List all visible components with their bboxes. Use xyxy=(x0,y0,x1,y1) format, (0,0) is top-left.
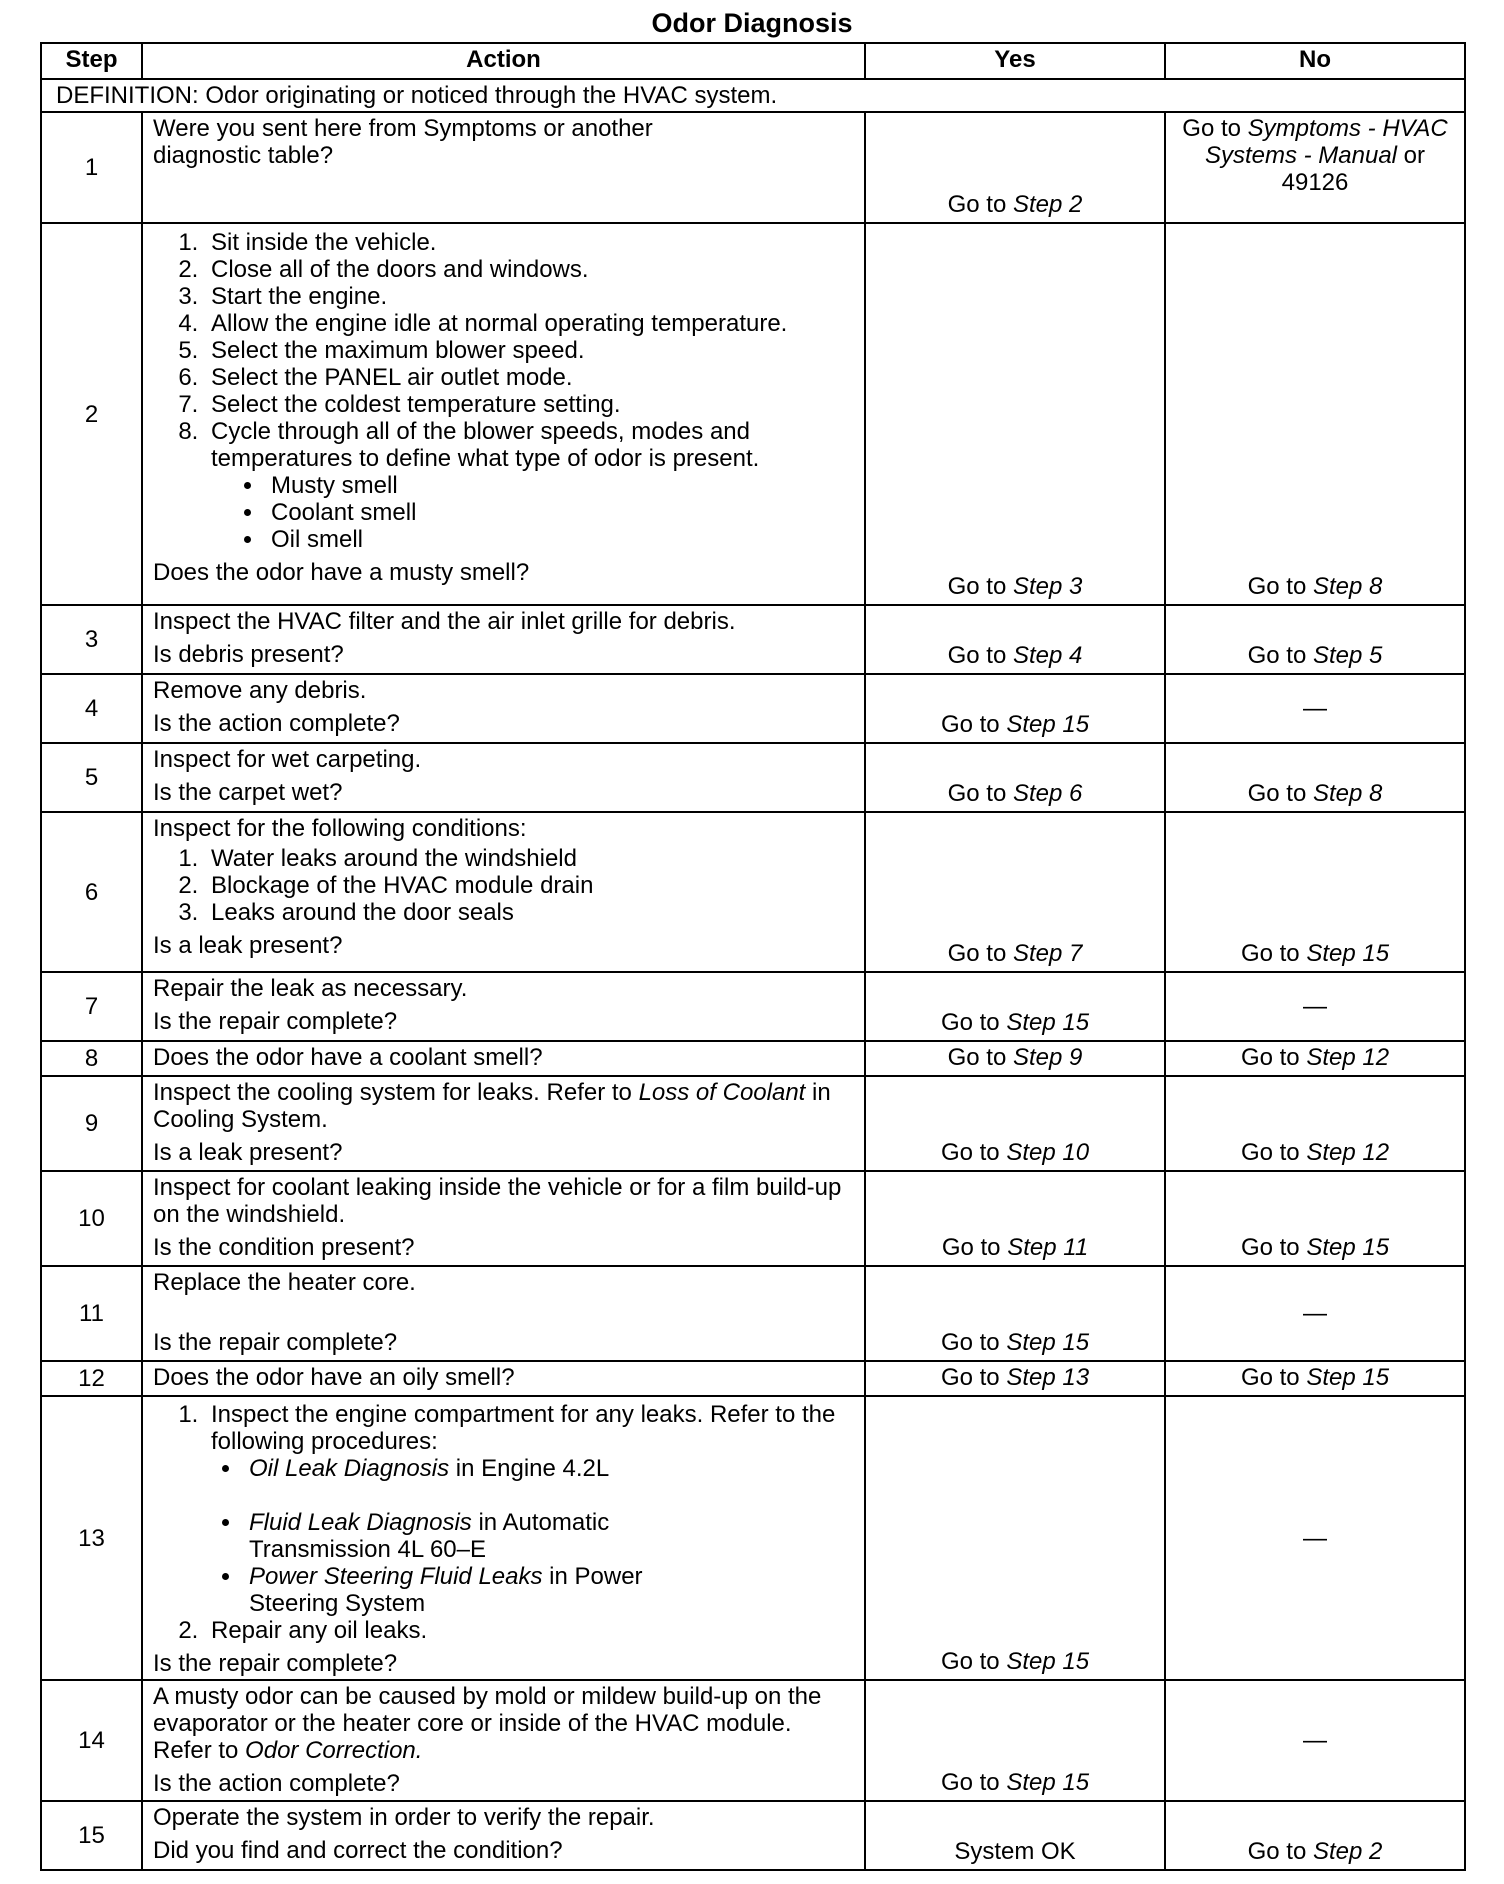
step-link-label: Step xyxy=(1312,573,1363,600)
odor-diagnosis-table xyxy=(40,42,1466,1871)
list-item-text: Cycle through all of the blower speeds, modes and temperatures to define what type of odor is present. xyxy=(211,418,760,472)
yes-cell xyxy=(865,1266,1165,1361)
bullet-item xyxy=(243,1509,709,1563)
goto-text: Go to xyxy=(1247,780,1313,807)
list-item: 2. Close all of the doors and windows. xyxy=(205,256,854,283)
action-cell xyxy=(142,1680,865,1801)
bullet-text: in Automatic Transmission 4L 60–E xyxy=(249,1509,610,1563)
action-cell xyxy=(142,605,865,674)
step-number: 2 xyxy=(41,223,142,605)
question-text: Does the odor have a musty smell? xyxy=(153,559,530,586)
goto-text: Go to xyxy=(940,1648,1007,1675)
table-row xyxy=(41,1171,1465,1266)
question-text: Does the odor have a coolant smell? xyxy=(153,1044,543,1071)
not-applicable-dash: — xyxy=(1303,1524,1327,1552)
bullet-item: • Coolant smell xyxy=(265,499,854,526)
no-cell xyxy=(1165,812,1465,972)
question-text: Is debris present? xyxy=(153,641,344,668)
yes-cell xyxy=(865,1680,1165,1801)
action-cell xyxy=(142,1396,865,1680)
goto-text: Go to xyxy=(947,642,1013,669)
action-text: Inspect for wet carpeting. xyxy=(153,746,422,773)
action-cell xyxy=(142,1266,865,1361)
question-text: Is the repair complete? xyxy=(153,1008,398,1035)
step-link-label: Step xyxy=(1007,1234,1057,1261)
action-text-part: in Cooling System. xyxy=(153,1079,831,1133)
table-row xyxy=(41,743,1465,812)
not-applicable-dash: — xyxy=(1303,695,1327,722)
procedure-list xyxy=(153,1401,854,1644)
list-item: 7. Select the coldest temperature setting. xyxy=(205,391,854,418)
no-cell xyxy=(1165,1361,1465,1396)
fluid-leak-diagnosis-reference: Fluid Leak Diagnosis xyxy=(249,1509,472,1536)
not-applicable-dash: — xyxy=(1303,993,1327,1020)
no-cell xyxy=(1165,1801,1465,1870)
loss-of-coolant-reference: Loss of Coolant xyxy=(638,1079,806,1106)
step-number: 15 xyxy=(41,1801,142,1870)
step-link-number: 15 xyxy=(1362,1364,1390,1391)
goto-text: Go to xyxy=(940,1329,1007,1356)
step-link-label: Step xyxy=(1012,573,1063,600)
system-ok-text: System OK xyxy=(954,1838,1076,1865)
action-cell xyxy=(142,112,865,223)
yes-cell xyxy=(865,972,1165,1041)
yes-cell xyxy=(865,1076,1165,1171)
bullet-text: in Power Steering System xyxy=(249,1563,643,1617)
yes-cell xyxy=(865,1801,1165,1870)
yes-cell xyxy=(865,605,1165,674)
question-text: Is the repair complete? xyxy=(153,1329,398,1356)
step-number: 4 xyxy=(41,674,142,743)
goto-text: Go to xyxy=(947,940,1013,967)
goto-text: Go to xyxy=(1240,1044,1307,1071)
step-link-label: Step xyxy=(1306,1234,1356,1261)
step-link-label: Step xyxy=(1006,711,1056,738)
step-link-number: 15 xyxy=(1062,1648,1090,1675)
list-item: 5. Select the maximum blower speed. xyxy=(205,337,854,364)
table-row xyxy=(41,812,1465,972)
no-cell xyxy=(1165,1171,1465,1266)
no-cell xyxy=(1165,1266,1465,1361)
step-link-label: Step xyxy=(1012,642,1063,669)
action-text: Operate the system in order to verify the repair. xyxy=(153,1804,655,1831)
goto-text: Go to xyxy=(940,711,1007,738)
question-text: Is a leak present? xyxy=(153,1139,343,1166)
step-link-label: Step xyxy=(1006,1364,1056,1391)
action-cell xyxy=(142,223,865,605)
table-row xyxy=(41,1076,1465,1171)
step-link-label: Step xyxy=(1312,1838,1363,1865)
table-row xyxy=(41,1396,1465,1680)
goto-text: Go to xyxy=(941,1234,1008,1261)
list-item: 6. Select the PANEL air outlet mode. xyxy=(205,364,854,391)
question-text: Is the action complete? xyxy=(153,710,400,737)
table-row xyxy=(41,1801,1465,1870)
table-row xyxy=(41,223,1465,605)
action-text: Inspect for coolant leaking inside the vehicle or for a film build-up on the windshield. xyxy=(153,1174,842,1228)
step-link-label: Step xyxy=(1306,940,1356,967)
question-text: Did you find and correct the condition? xyxy=(153,1837,563,1864)
goto-text: Go to xyxy=(947,573,1013,600)
step-link-label: Step xyxy=(1012,780,1063,807)
step-link-number: 8 xyxy=(1369,573,1383,600)
step-link-label: Step xyxy=(1306,1364,1356,1391)
table-row xyxy=(41,1266,1465,1361)
procedure-list xyxy=(153,229,854,553)
action-text: Were you sent here from Symptoms or another diagnostic table? xyxy=(153,115,653,169)
odor-type-list xyxy=(211,472,854,553)
list-item: 3. Start the engine. xyxy=(205,283,854,310)
step-link-number: 15 xyxy=(1062,1009,1090,1036)
action-text xyxy=(153,1079,854,1133)
list-item xyxy=(205,1401,854,1617)
list-item: 2. Repair any oil leaks. xyxy=(205,1617,854,1644)
table-row xyxy=(41,1680,1465,1801)
action-text: Inspect for the following conditions: xyxy=(153,815,527,842)
bullet-item xyxy=(243,1455,854,1482)
goto-text: Go to xyxy=(1247,642,1313,669)
yes-cell xyxy=(865,812,1165,972)
step-number: 5 xyxy=(41,743,142,812)
no-cell xyxy=(1165,1680,1465,1801)
goto-text: Go to xyxy=(947,780,1013,807)
goto-text: Go to xyxy=(1182,115,1248,142)
list-item: 4. Allow the engine idle at normal operating temperature. xyxy=(205,310,854,337)
question-text: Is the carpet wet? xyxy=(153,779,343,806)
yes-cell xyxy=(865,1041,1165,1076)
not-applicable-dash: — xyxy=(1303,1727,1327,1754)
step-link-number: 15 xyxy=(1362,940,1390,967)
bullet-text: in Engine 4.2L xyxy=(449,1455,610,1482)
goto-text: Go to xyxy=(940,1009,1007,1036)
step-link-label: Step xyxy=(1006,1139,1056,1166)
yes-cell xyxy=(865,743,1165,812)
question-text: Is the repair complete? xyxy=(153,1650,398,1677)
conditions-list xyxy=(153,845,854,926)
step-number: 3 xyxy=(41,605,142,674)
power-steering-reference: Power Steering Fluid Leaks xyxy=(249,1563,543,1590)
goto-text: Go to xyxy=(1240,1139,1307,1166)
header-no: No xyxy=(1165,43,1465,79)
action-cell xyxy=(142,972,865,1041)
bullet-item xyxy=(243,1563,709,1617)
step-link-label: Step xyxy=(1006,1769,1056,1796)
step-link-number: 3 xyxy=(1069,573,1083,600)
bullet-item: • Musty smell xyxy=(265,472,854,499)
table-row xyxy=(41,972,1465,1041)
list-item: 2. Blockage of the HVAC module drain xyxy=(205,872,854,899)
question-text: Does the odor have an oily smell? xyxy=(153,1364,515,1391)
action-text xyxy=(153,1683,833,1764)
step-number: 9 xyxy=(41,1076,142,1171)
step-number: 14 xyxy=(41,1680,142,1801)
no-cell xyxy=(1165,972,1465,1041)
step-link-label: Step xyxy=(1012,940,1063,967)
step-link-label: Step xyxy=(1006,1009,1056,1036)
oil-leak-diagnosis-reference: Oil Leak Diagnosis xyxy=(249,1455,450,1482)
table-row xyxy=(41,674,1465,743)
definition-row xyxy=(41,79,1465,112)
step-link-number: 2 xyxy=(1369,1838,1383,1865)
table-row xyxy=(41,112,1465,223)
question-text: Is the action complete? xyxy=(153,1770,400,1797)
step-link-number: 10 xyxy=(1062,1139,1090,1166)
yes-cell xyxy=(865,674,1165,743)
yes-cell xyxy=(865,1171,1165,1266)
procedure-reference-list xyxy=(211,1455,854,1617)
action-text: Inspect the HVAC filter and the air inlet grille for debris. xyxy=(153,608,736,635)
step-link-number: 13 xyxy=(1062,1364,1090,1391)
header-yes: Yes xyxy=(865,43,1165,79)
step-number: 10 xyxy=(41,1171,142,1266)
odor-correction-reference: Odor Correction. xyxy=(245,1737,423,1764)
step-link-number: 7 xyxy=(1069,940,1083,967)
step-link-number: 15 xyxy=(1362,1234,1390,1261)
step-number: 7 xyxy=(41,972,142,1041)
table-row xyxy=(41,1361,1465,1396)
no-cell xyxy=(1165,674,1465,743)
question-text: Is the condition present? xyxy=(153,1234,415,1261)
step-link-number: 2 xyxy=(1069,191,1083,218)
yes-cell xyxy=(865,112,1165,223)
action-text-part: Inspect the cooling system for leaks. Refer to xyxy=(153,1079,639,1106)
step-link-label: Step xyxy=(1312,780,1363,807)
step-link-label: Step xyxy=(1012,191,1063,218)
action-cell xyxy=(142,812,865,972)
goto-text: Go to xyxy=(1240,1234,1307,1261)
no-cell xyxy=(1165,743,1465,812)
yes-cell xyxy=(865,1396,1165,1680)
step-link-number: 15 xyxy=(1062,711,1090,738)
action-cell xyxy=(142,1041,865,1076)
reference-number: or 49126 xyxy=(1281,142,1426,196)
step-number: 12 xyxy=(41,1361,142,1396)
action-cell xyxy=(142,1171,865,1266)
step-link-label: Step xyxy=(1006,1648,1056,1675)
no-cell xyxy=(1165,112,1465,223)
header-row xyxy=(41,43,1465,79)
goto-text: Go to xyxy=(940,1364,1007,1391)
list-item: 3. Leaks around the door seals xyxy=(205,899,854,926)
step-link-number: 12 xyxy=(1362,1139,1390,1166)
action-text: Remove any debris. xyxy=(153,677,367,704)
step-link-number: 11 xyxy=(1063,1234,1089,1261)
symptoms-reference: Symptoms - HVAC Systems - Manual xyxy=(1204,115,1448,169)
list-item-text: Inspect the engine compartment for any leaks. Refer to the following procedures: xyxy=(211,1401,836,1455)
no-cell xyxy=(1165,1041,1465,1076)
step-link-number: 15 xyxy=(1062,1329,1090,1356)
action-text: Repair the leak as necessary. xyxy=(153,975,468,1002)
step-link-number: 15 xyxy=(1062,1769,1090,1796)
not-applicable-dash: — xyxy=(1303,1300,1327,1327)
step-link-number: 6 xyxy=(1069,780,1083,807)
yes-cell xyxy=(865,1361,1165,1396)
step-link-number: 9 xyxy=(1069,1044,1083,1071)
action-text: Replace the heater core. xyxy=(153,1269,416,1296)
step-number: 6 xyxy=(41,812,142,972)
action-text-part: A musty odor can be caused by mold or mildew build-up on the evaporator or the heater core or inside of the HVAC module. Refer to xyxy=(153,1683,822,1764)
list-item: 1. Sit inside the vehicle. xyxy=(205,229,854,256)
goto-text: Go to xyxy=(947,191,1013,218)
step-link-label: Step xyxy=(1012,1044,1063,1071)
step-link-label: Step xyxy=(1312,642,1363,669)
goto-text: Go to xyxy=(1247,1838,1313,1865)
goto-text: Go to xyxy=(940,1139,1007,1166)
goto-text: Go to xyxy=(1240,940,1307,967)
no-cell xyxy=(1165,1076,1465,1171)
definition: DEFINITION: Odor originating or noticed through the HVAC system. xyxy=(41,79,1465,112)
step-link-number: 5 xyxy=(1369,642,1383,669)
no-cell xyxy=(1165,223,1465,605)
table-row xyxy=(41,605,1465,674)
goto-text: Go to xyxy=(1240,1364,1307,1391)
action-cell xyxy=(142,743,865,812)
action-cell xyxy=(142,1076,865,1171)
page-title: Odor Diagnosis xyxy=(651,8,853,38)
step-number: 13 xyxy=(41,1396,142,1680)
yes-cell xyxy=(865,223,1165,605)
no-cell xyxy=(1165,605,1465,674)
step-number: 1 xyxy=(41,112,142,223)
step-link-label: Step xyxy=(1306,1139,1356,1166)
action-cell xyxy=(142,1801,865,1870)
header-action: Action xyxy=(142,43,865,79)
action-cell xyxy=(142,1361,865,1396)
step-link-label: Step xyxy=(1006,1329,1056,1356)
step-link-label: Step xyxy=(1306,1044,1356,1071)
goto-text: Go to xyxy=(947,1044,1013,1071)
table-row xyxy=(41,1041,1465,1076)
question-text: Is a leak present? xyxy=(153,932,343,959)
goto-text: Go to xyxy=(940,1769,1007,1796)
header-step: Step xyxy=(41,43,142,79)
step-link-number: 12 xyxy=(1362,1044,1390,1071)
list-item xyxy=(205,418,854,553)
step-number: 8 xyxy=(41,1041,142,1076)
step-link-number: 8 xyxy=(1369,780,1383,807)
no-cell xyxy=(1165,1396,1465,1680)
list-item: 1. Water leaks around the windshield xyxy=(205,845,854,872)
bullet-item: • Oil smell xyxy=(265,526,854,553)
step-number: 11 xyxy=(41,1266,142,1361)
action-cell xyxy=(142,674,865,743)
step-link-number: 4 xyxy=(1069,642,1083,669)
goto-text: Go to xyxy=(1247,573,1313,600)
